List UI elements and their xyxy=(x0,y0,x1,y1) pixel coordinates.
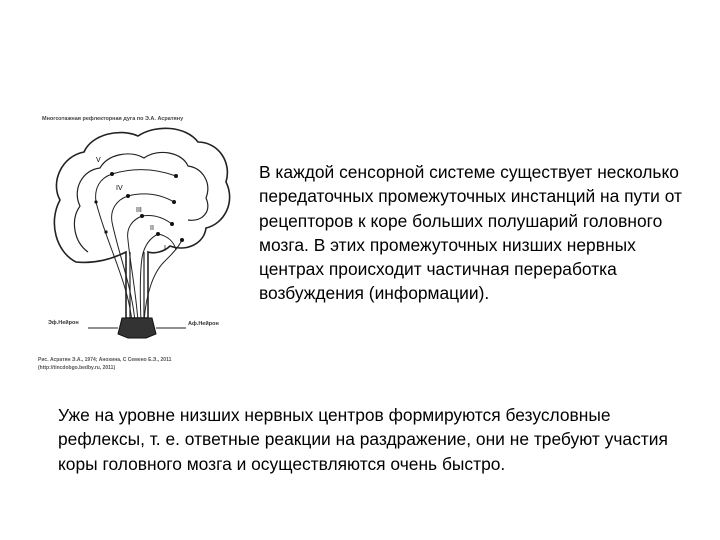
spinal-ganglion xyxy=(118,318,156,338)
reflex-arc-diagram xyxy=(36,112,236,374)
label-iv: IV xyxy=(116,185,123,192)
figure-source-line1: Рис. Асратян Э.А., 1974; Анохина, С Семено Е.Э., 2011 xyxy=(38,357,172,363)
label-v: V xyxy=(96,157,101,164)
paragraph-right: В каждой сенсорной системе существует несколько передаточных промежуточных инстанций на пути от рецепторов к коре больших полушарий головного мозга. В этих промежуточных низших нервных центрах происходит частичная переработка возбуждения (информации). xyxy=(259,162,682,304)
efferent-neuron-label: Эф.Нейрон xyxy=(48,320,79,326)
label-ii: II xyxy=(150,225,154,232)
paragraph-bottom: Уже на уровне низших нервных центров формируются безусловные рефлексы, т. е. ответные реакции на раздражение, они не требуют участия коры головного мозга и осуществляются очень быстро. xyxy=(58,405,668,474)
figure-caption: Многоэтажная рефлекторная дуга по Э.А. Асратяну xyxy=(42,116,184,122)
label-i: I xyxy=(164,245,166,252)
afferent-neuron-label: Аф.Нейрон xyxy=(188,321,219,327)
figure-source xyxy=(38,356,236,372)
label-iii: III xyxy=(136,207,142,214)
reflex-arc-figure xyxy=(36,112,236,374)
figure-source-line2: (http://tincdobgo.bedby.ru, 2011) xyxy=(38,365,116,371)
